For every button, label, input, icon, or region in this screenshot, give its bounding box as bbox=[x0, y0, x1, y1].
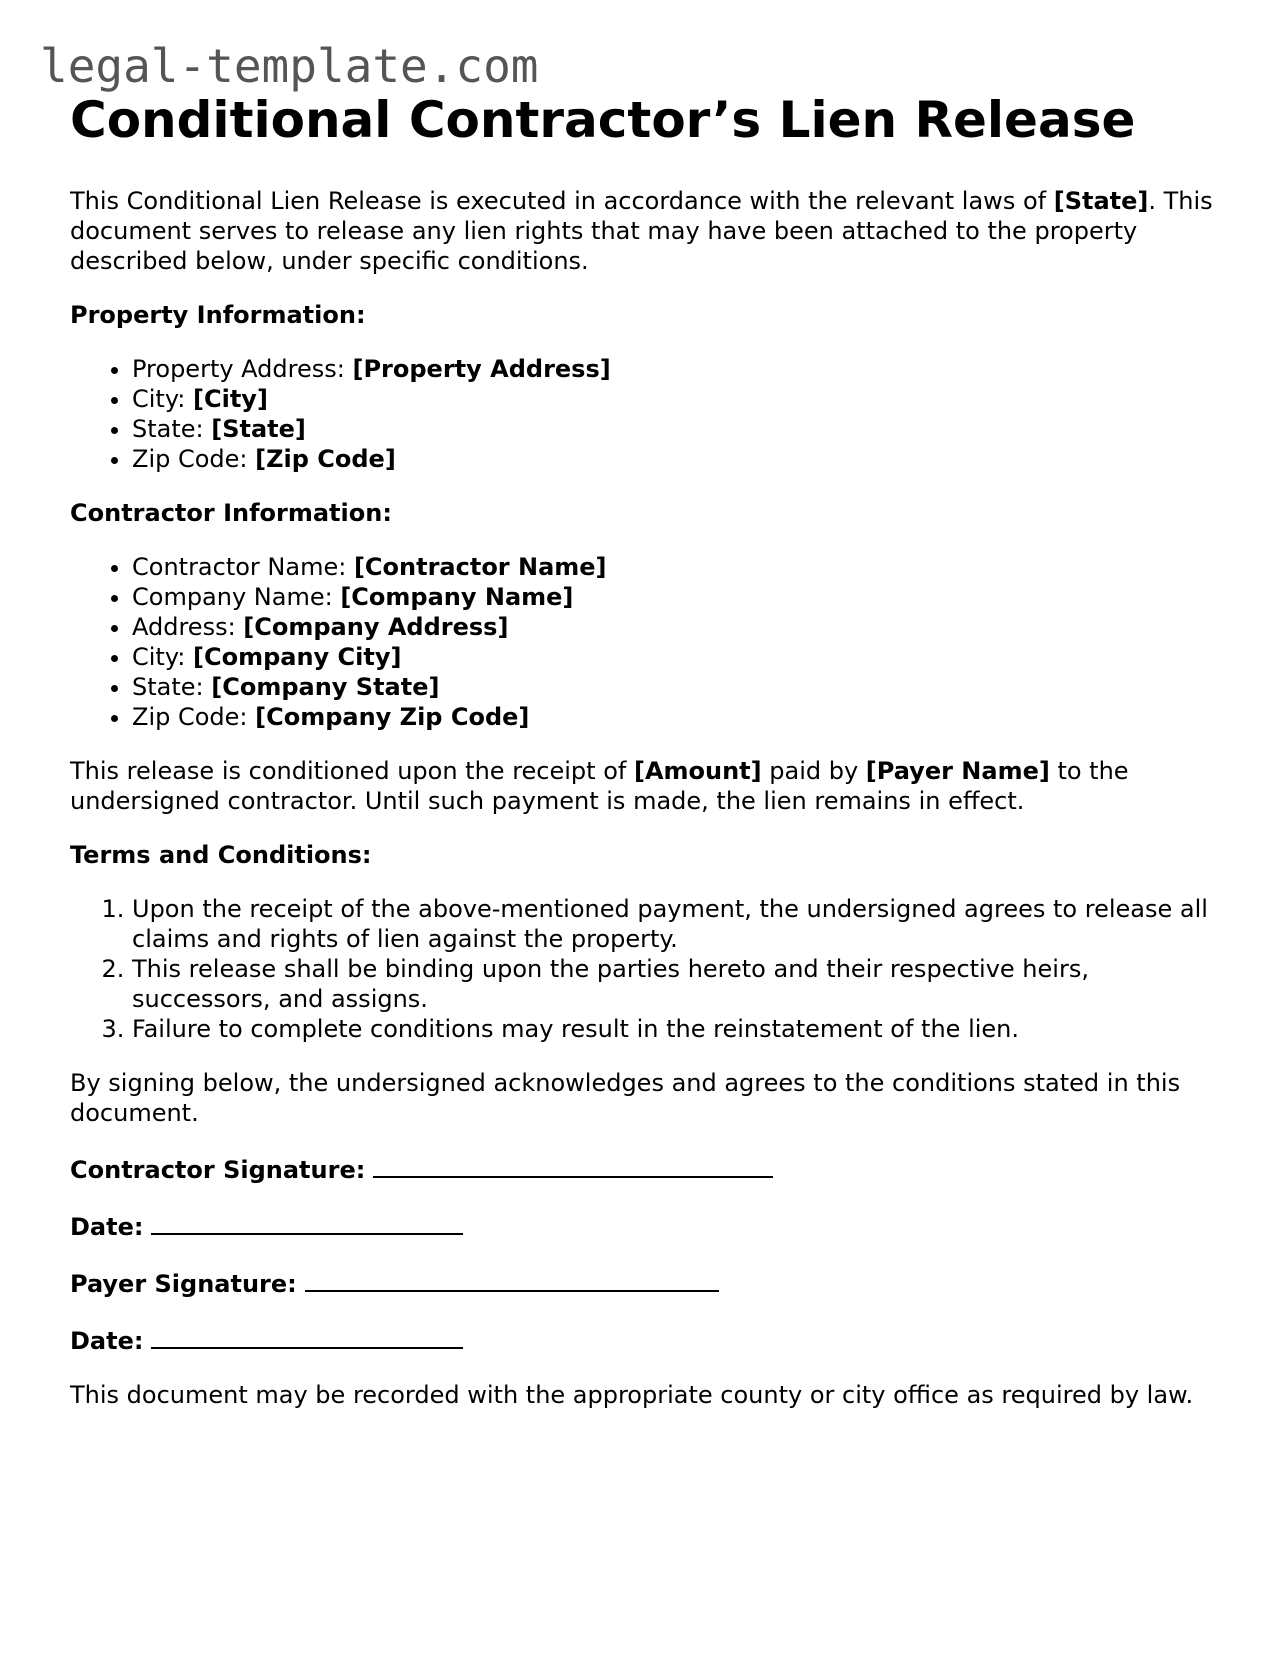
property-heading: Property Information: bbox=[70, 301, 366, 329]
list-item: • Contractor Name: [Contractor Name] bbox=[132, 552, 1220, 582]
payer-signature-label: Payer Signature: bbox=[70, 1270, 297, 1298]
contractor-signature-label: Contractor Signature: bbox=[70, 1156, 366, 1184]
contractor-signature-line[interactable] bbox=[373, 1152, 773, 1178]
date-label: Date: bbox=[70, 1213, 144, 1241]
list-item: • City: [Company City] bbox=[132, 642, 1220, 672]
list-item: • Address: [Company Address] bbox=[132, 612, 1220, 642]
date-row-2 bbox=[70, 1323, 1220, 1356]
amount-placeholder: [Amount] bbox=[633, 757, 762, 785]
date-line[interactable] bbox=[151, 1323, 463, 1349]
contractor-list bbox=[70, 552, 1220, 732]
list-item: • State: [State] bbox=[132, 414, 1220, 444]
terms-list bbox=[70, 894, 1220, 1044]
list-item: • State: [Company State] bbox=[132, 672, 1220, 702]
condition-paragraph: This release is conditioned upon the receipt of [Amount] paid by [Payer Name] to the undersigned contractor. Until such payment is made, the lien remains in effect. bbox=[70, 757, 1129, 815]
state-placeholder: [State] bbox=[1053, 187, 1149, 215]
footer-paragraph: This document may be recorded with the appropriate county or city office as required by law. bbox=[70, 1381, 1194, 1409]
contractor-signature-row bbox=[70, 1152, 1220, 1185]
document-title: Conditional Contractor’s Lien Release bbox=[70, 91, 1136, 149]
list-item: • Property Address: [Property Address] bbox=[132, 354, 1220, 384]
document-body bbox=[70, 90, 1220, 1410]
date-row-1 bbox=[70, 1209, 1220, 1242]
terms-heading: Terms and Conditions: bbox=[70, 841, 372, 869]
list-item: • Zip Code: [Zip Code] bbox=[132, 444, 1220, 474]
payer-signature-row bbox=[70, 1266, 1220, 1299]
list-item: • City: [City] bbox=[132, 384, 1220, 414]
payer-signature-line[interactable] bbox=[305, 1266, 719, 1292]
list-item: • Zip Code: [Company Zip Code] bbox=[132, 702, 1220, 732]
list-item: 1. Upon the receipt of the above-mentioned payment, the undersigned agrees to release all claims and rights of lien against the property. bbox=[132, 894, 1220, 954]
list-item: 3. Failure to complete conditions may result in the reinstatement of the lien. bbox=[132, 1014, 1220, 1044]
list-item: • Company Name: [Company Name] bbox=[132, 582, 1220, 612]
payer-placeholder: [Payer Name] bbox=[865, 757, 1050, 785]
intro-paragraph: This Conditional Lien Release is executed in accordance with the relevant laws of [State]. This document serves to release any lien rights that may have been attached to the property described below, under specific conditions. bbox=[70, 187, 1213, 275]
acknowledgment-paragraph: By signing below, the undersigned acknowledges and agrees to the conditions stated in this document. bbox=[70, 1069, 1181, 1127]
watermark-logo: legal-template.com bbox=[40, 39, 539, 93]
date-line[interactable] bbox=[151, 1209, 463, 1235]
list-item: 2. This release shall be binding upon the parties hereto and their respective heirs, successors, and assigns. bbox=[132, 954, 1220, 1014]
date-label: Date: bbox=[70, 1327, 144, 1355]
property-list bbox=[70, 354, 1220, 474]
contractor-heading: Contractor Information: bbox=[70, 499, 392, 527]
